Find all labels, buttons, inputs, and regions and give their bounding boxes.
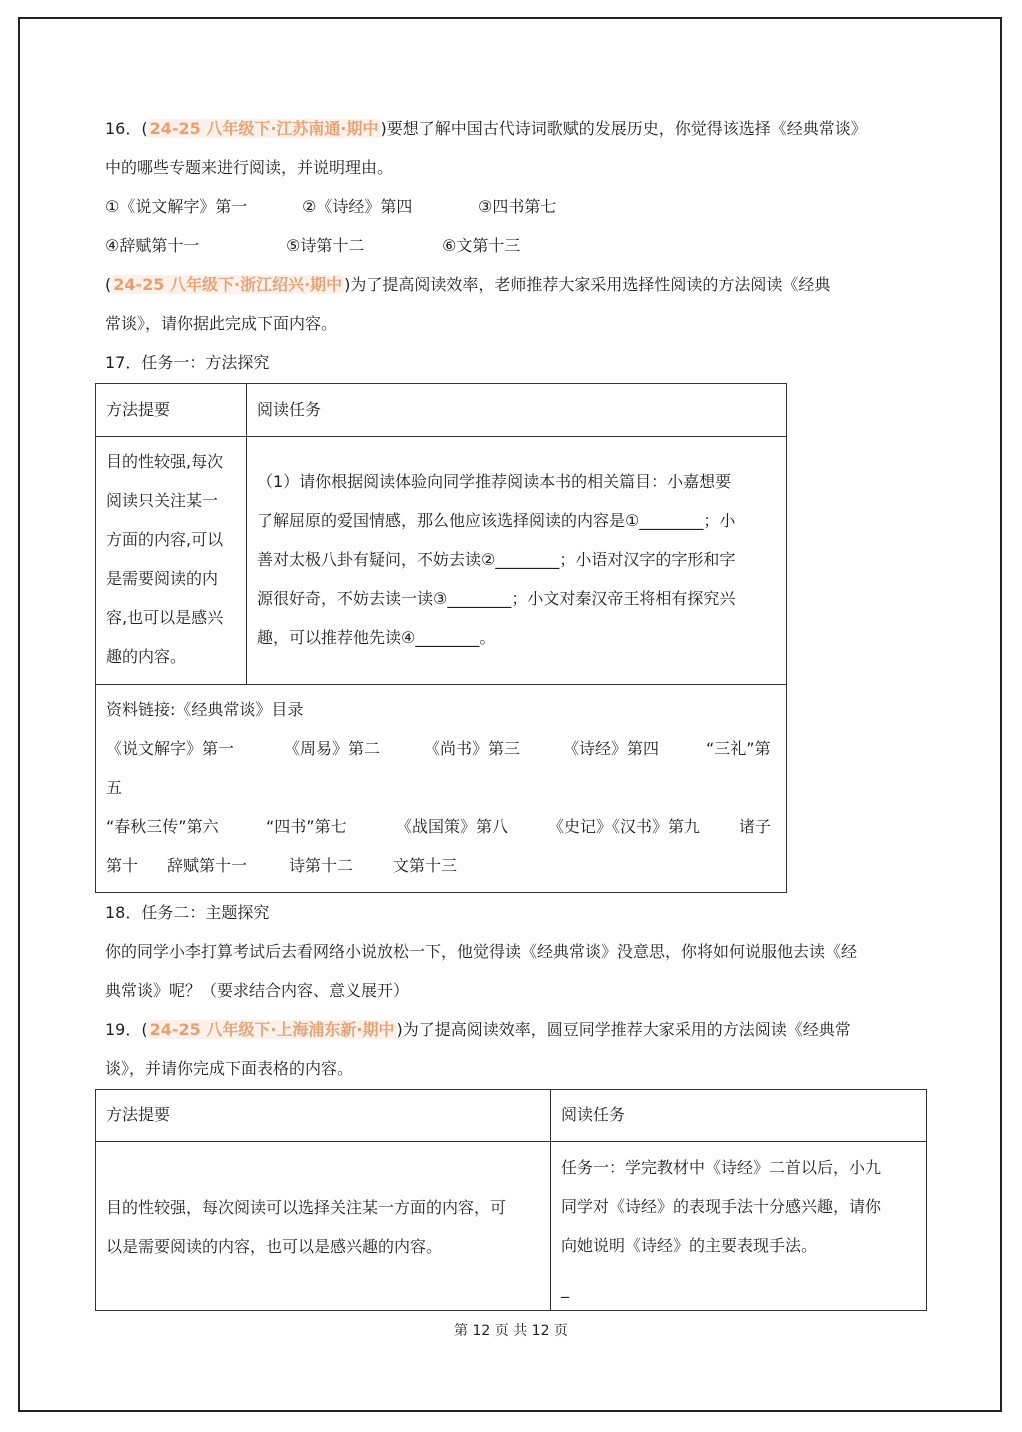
toc-item: 诗第十二 bbox=[289, 856, 354, 875]
q16-option-3: ③四书第七 bbox=[478, 197, 557, 216]
q17-task-line: 善对太极八卦有疑问，不妨去读②________；小语对汉字的字形和字 bbox=[257, 550, 736, 569]
toc-item: 《战国策》第八 bbox=[396, 817, 509, 836]
q17-resource-title: 资料链接:《经典常谈》目录 bbox=[106, 700, 304, 719]
q17-left-line: 容,也可以是感兴 bbox=[106, 608, 224, 627]
q17-left-line: 阅读只关注某一 bbox=[106, 491, 219, 510]
q19-task-line: 同学对《诗经》的表现手法十分感兴趣，请你 bbox=[561, 1197, 882, 1216]
q19-header-left: 方法提要 bbox=[106, 1105, 171, 1124]
q17-header-left: 方法提要 bbox=[106, 400, 171, 419]
q17-row-divider-1 bbox=[95, 436, 787, 437]
q17-task-line: （1）请你根据阅读体验向同学推荐阅读本书的相关篇目：小嘉想要 bbox=[257, 472, 732, 491]
intro17-open: ( bbox=[105, 275, 112, 294]
intro17-line1 bbox=[105, 274, 830, 296]
q17-left-line: 是需要阅读的内 bbox=[106, 569, 219, 588]
toc-item: 《尚书》第三 bbox=[424, 739, 521, 758]
intro17-source-tag: 24-25 八年级下·浙江绍兴·期中 bbox=[113, 275, 343, 294]
toc-item: 文第十三 bbox=[393, 856, 458, 875]
q19-source-tag: 24-25 八年级下·上海浦东新·期中 bbox=[149, 1020, 395, 1039]
q19-task-line: 任务一：学完教材中《诗经》二首以后，小九 bbox=[561, 1158, 882, 1177]
q17-left-line: 趣的内容。 bbox=[106, 647, 187, 666]
toc-item: “三礼”第 bbox=[706, 739, 771, 758]
q19-line1 bbox=[105, 1019, 851, 1041]
toc-item: 第十 bbox=[106, 856, 139, 875]
toc-item: “春秋三传”第六 bbox=[106, 817, 219, 836]
page-footer: 第 12 页 共 12 页 bbox=[454, 1323, 568, 1339]
q19-number: 19．( bbox=[105, 1020, 148, 1039]
toc-item: 《说文解字》第一 bbox=[106, 739, 235, 758]
q19-col-divider bbox=[550, 1089, 551, 1311]
q16-option-5: ⑤诗第十二 bbox=[286, 236, 365, 255]
toc-item: 《周易》第二 bbox=[284, 739, 381, 758]
q19-task-line: 向她说明《诗经》的主要表现手法。 bbox=[561, 1236, 818, 1255]
intro17-text: )为了提高阅读效率，老师推荐大家采用选择性阅读的方法阅读《经典 bbox=[344, 275, 831, 294]
toc-item: “四书”第七 bbox=[266, 817, 347, 836]
q17-title: 17．任务一：方法探究 bbox=[105, 353, 270, 372]
q16-number: 16．( bbox=[105, 119, 148, 138]
q18-line1: 你的同学小李打算考试后去看网络小说放松一下，他觉得读《经典常谈》没意思，你将如何说服他去读《经 bbox=[105, 942, 858, 961]
q17-col-divider bbox=[246, 383, 247, 684]
q18-line2: 典常谈》呢？（要求结合内容、意义展开） bbox=[105, 981, 410, 1000]
toc-item: 辞赋第十一 bbox=[167, 856, 248, 875]
intro17-line2: 常谈》，请你据此完成下面内容。 bbox=[105, 314, 338, 333]
q17-task-line: 趣，可以推荐他先读④________。 bbox=[257, 628, 496, 647]
q16-option-1: ①《说文解字》第一 bbox=[105, 197, 248, 216]
q19-header-right: 阅读任务 bbox=[561, 1105, 626, 1124]
q17-header-right: 阅读任务 bbox=[257, 400, 322, 419]
q19-left-line: 以是需要阅读的内容，也可以是感兴趣的内容。 bbox=[106, 1237, 443, 1256]
q17-left-line: 方面的内容,可以 bbox=[106, 530, 224, 549]
toc-item: 《诗经》第四 bbox=[563, 739, 660, 758]
q19-left-line: 目的性较强，每次阅读可以选择关注某一方面的内容，可 bbox=[106, 1198, 507, 1217]
toc-item: 诸子 bbox=[739, 817, 772, 836]
q19-row-divider bbox=[95, 1141, 927, 1142]
toc-item: 《史记》《汉书》第九 bbox=[548, 817, 701, 836]
q16-source-tag: 24-25 八年级下·江苏南通·期中 bbox=[149, 119, 379, 138]
q16-option-6: ⑥文第十三 bbox=[442, 236, 521, 255]
q18-title: 18．任务二：主题探究 bbox=[105, 903, 270, 922]
q16-line2: 中的哪些专题来进行阅读，并说明理由。 bbox=[105, 158, 394, 177]
q16-line1 bbox=[105, 118, 867, 140]
q17-task-line: 源很好奇，不妨去读一读③________；小文对秦汉帝王将相有探究兴 bbox=[257, 589, 736, 608]
q16-option-4: ④辞赋第十一 bbox=[105, 236, 200, 255]
q17-left-line: 目的性较强,每次 bbox=[106, 452, 224, 471]
q16-text: )要想了解中国古代诗词歌赋的发展历史，你觉得该选择《经典常谈》 bbox=[380, 119, 867, 138]
q19-answer-blank: _ bbox=[561, 1279, 569, 1298]
q17-row-divider-2 bbox=[95, 684, 787, 685]
q19-text: )为了提高阅读效率，圆豆同学推荐大家采用的方法阅读《经典常 bbox=[396, 1020, 851, 1039]
toc-item: 五 bbox=[106, 778, 123, 797]
q19-line2: 谈》，并请你完成下面表格的内容。 bbox=[105, 1059, 354, 1078]
q17-task-line: 了解屈原的爱国情感，那么他应该选择阅读的内容是①________；小 bbox=[257, 511, 736, 530]
q16-option-2: ②《诗经》第四 bbox=[302, 197, 413, 216]
